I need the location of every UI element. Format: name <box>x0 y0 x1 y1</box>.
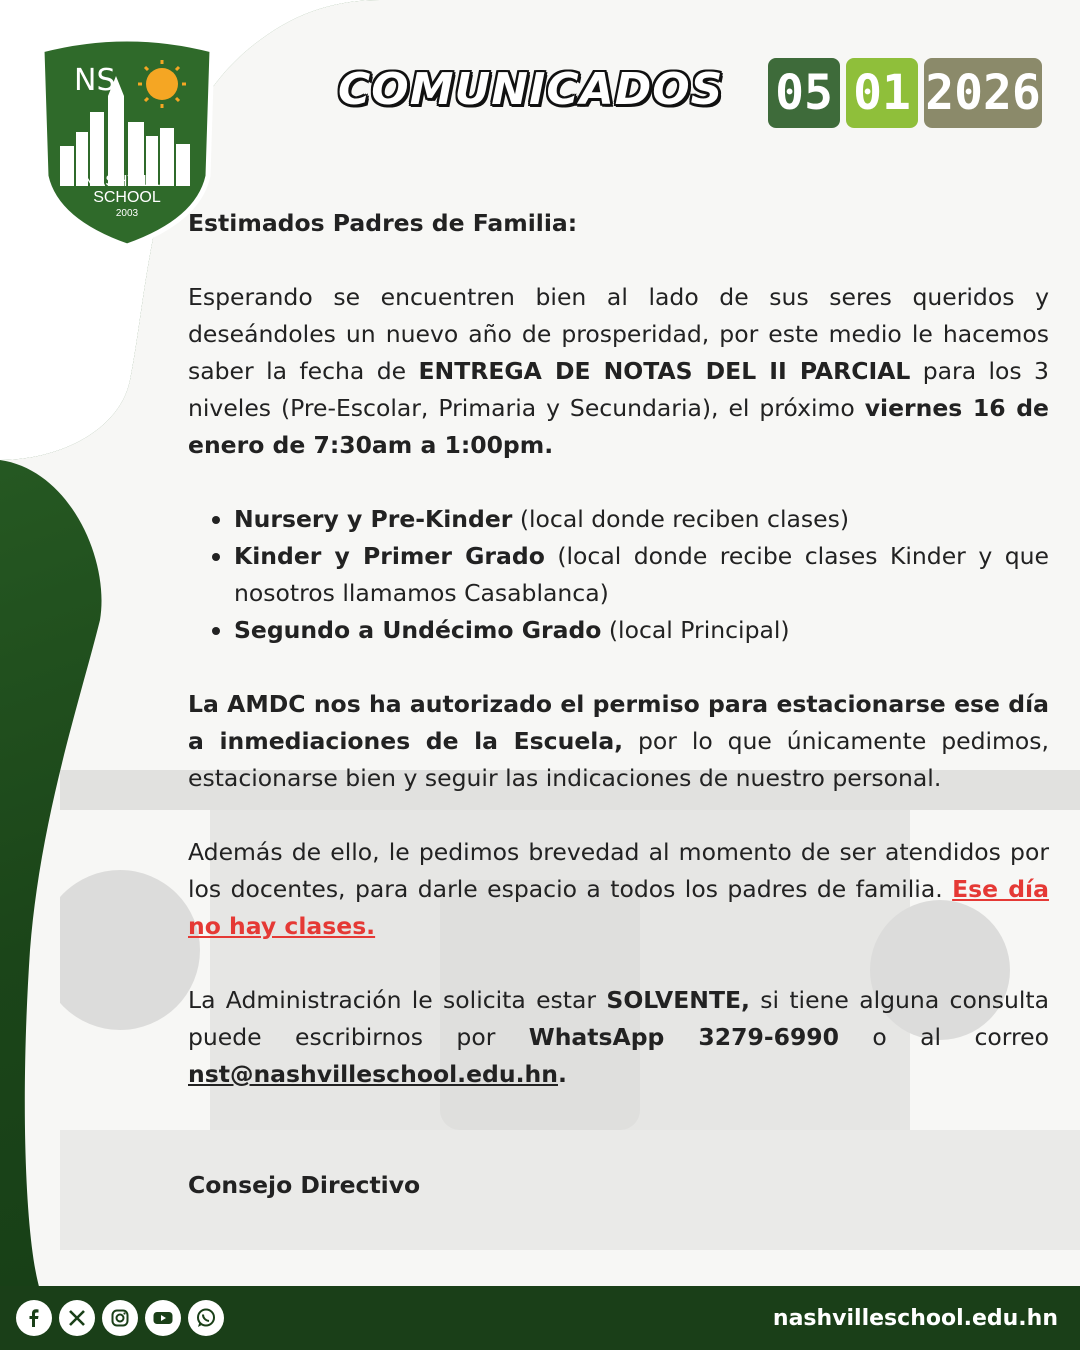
signature: Consejo Directivo <box>188 1171 421 1199</box>
paragraph-intro: Esperando se encuentren bien al lado de sus seres queridos y deseándoles un nuevo año de prosperidad, por este medio le hacemos saber la fecha de ENTREGA DE NOTAS DEL II PARCIAL para los 3 niveles (Pre-Escolar, Primaria y Secundaria), el próximo viernes 16 de enero de 7:30am a 1:00pm. <box>188 283 1049 459</box>
list-item: Segundo a Undécimo Grado (local Principal) <box>234 612 1049 649</box>
locations-list <box>188 501 1049 649</box>
list-item: Nursery y Pre-Kinder (local donde reciben clases) <box>234 501 1049 538</box>
instagram-icon[interactable] <box>102 1300 138 1336</box>
paragraph-contact: La Administración le solicita estar SOLVENTE, si tiene alguna consulta puede escribirnos por WhatsApp 3279-6990 o al correo nst@nashvilleschool.edu.hn. <box>188 986 1050 1088</box>
x-icon[interactable] <box>59 1300 95 1336</box>
paragraph-parking: La AMDC nos ha autorizado el permiso para estacionarse ese día a inmediaciones de la Escuela, por lo que únicamente pedimos, estacionarse bien y seguir las indicaciones de nuestro personal. <box>188 690 1049 792</box>
facebook-icon[interactable] <box>16 1300 52 1336</box>
logo-name-line1: NASHVILLE <box>82 173 172 190</box>
date-day: 05 <box>768 58 840 128</box>
list-item: Kinder y Primer Grado (local donde recibe clases Kinder y que nosotros llamamos Casablanca) <box>234 538 1049 612</box>
whatsapp-icon[interactable] <box>188 1300 224 1336</box>
youtube-icon[interactable] <box>145 1300 181 1336</box>
paragraph-brevity: Además de ello, le pedimos brevedad al momento de ser atendidos por los docentes, para darle espacio a todos los padres de familia. Ese día no hay clases. <box>188 838 1049 940</box>
no-classes-notice: Ese día no hay clases. <box>188 875 1049 940</box>
logo-year: 2003 <box>115 208 139 219</box>
page-title: COMUNICADOS <box>338 64 724 115</box>
logo-monogram: NS <box>74 63 116 98</box>
date-year: 2026 <box>924 58 1042 128</box>
social-links <box>16 1300 224 1336</box>
email-link[interactable]: nst@nashvilleschool.edu.hn <box>188 1060 558 1088</box>
date-month: 01 <box>846 58 918 128</box>
website-url[interactable]: nashvilleschool.edu.hn <box>772 1306 1058 1331</box>
logo-name-line2: SCHOOL <box>93 189 161 206</box>
greeting: Estimados Padres de Familia: <box>188 209 578 237</box>
letter-body <box>188 205 1049 1204</box>
